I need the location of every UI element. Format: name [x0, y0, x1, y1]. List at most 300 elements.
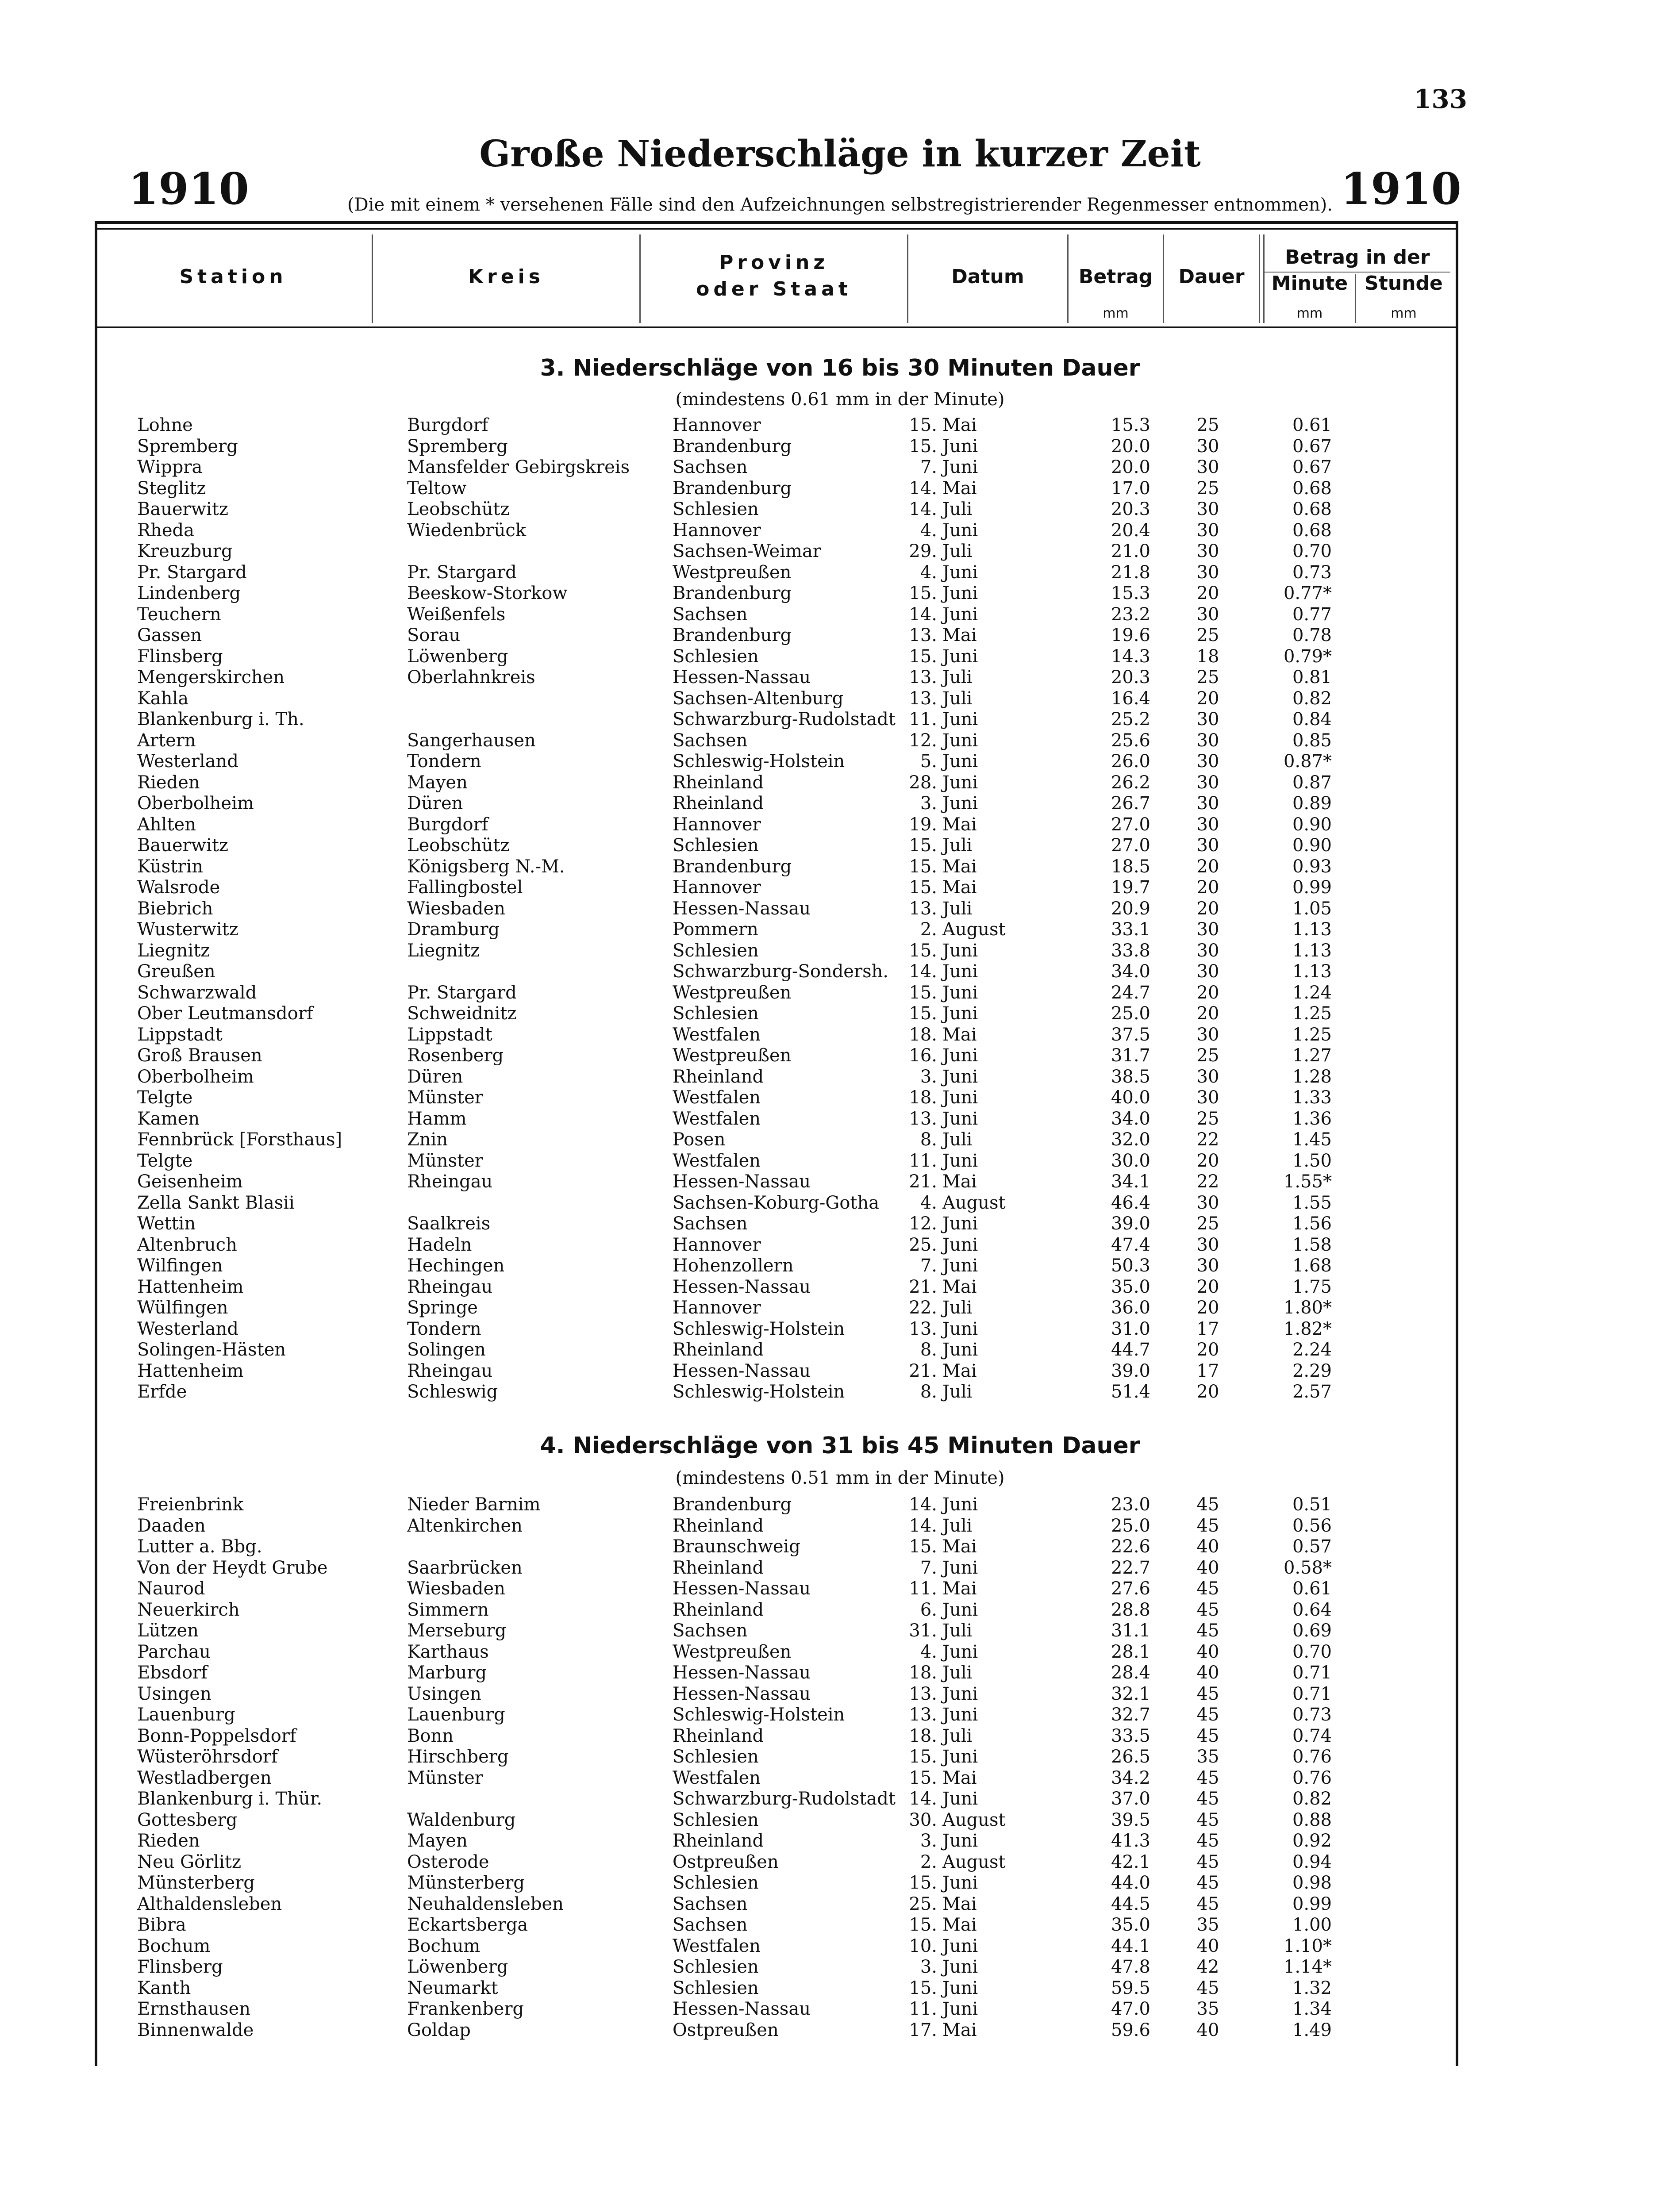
- datum-day: 15.: [909, 646, 937, 667]
- kreis-cell: Sangerhausen: [407, 730, 536, 751]
- provinz-cell: Sachsen: [673, 1214, 748, 1234]
- header-station: Station: [179, 265, 287, 288]
- dauer-cell: 40: [1196, 1557, 1219, 1578]
- provinz-cell: Brandenburg: [673, 625, 792, 645]
- betrag-cell: 47.0: [1111, 1999, 1150, 2019]
- betrag-cell: 14.3: [1111, 646, 1150, 667]
- header-betrag-in-der: Betrag in der: [1285, 246, 1430, 269]
- betrag-cell: 23.2: [1111, 604, 1150, 625]
- station-cell: Binnenwalde: [137, 2020, 254, 2040]
- provinz-cell: Schlesien: [673, 835, 759, 856]
- datum-day: 15.: [909, 1915, 937, 1935]
- provinz-cell: Westpreußen: [673, 1045, 792, 1066]
- datum-cell: [906, 1726, 1048, 1747]
- table-row: [0, 793, 1680, 814]
- kreis-cell: Bonn: [407, 1725, 454, 1746]
- minute-cell: 0.67: [1292, 436, 1332, 457]
- station-cell: Rheda: [137, 520, 195, 541]
- station-cell: Bibra: [137, 1915, 186, 1935]
- table-row: [0, 1256, 1680, 1277]
- datum-cell: [906, 1999, 1048, 2020]
- datum-month: Juni: [942, 772, 978, 793]
- minute-cell: 0.69: [1292, 1621, 1332, 1641]
- table-row: [0, 2020, 1680, 2041]
- minute-cell: 0.58*: [1283, 1557, 1332, 1578]
- minute-cell: 1.58: [1292, 1234, 1332, 1255]
- provinz-cell: Schleswig-Holstein: [673, 751, 845, 772]
- year-right: 1910: [1341, 164, 1461, 215]
- betrag-cell: 42.1: [1111, 1851, 1150, 1872]
- betrag-cell: 36.0: [1111, 1298, 1150, 1318]
- datum-month: Juni: [942, 520, 978, 541]
- minute-cell: 1.80*: [1283, 1298, 1332, 1318]
- minute-cell: 1.33: [1292, 1087, 1332, 1108]
- datum-day: 21.: [909, 1171, 937, 1192]
- datum-day: 17.: [909, 2020, 937, 2040]
- datum-month: August: [942, 1809, 1006, 1830]
- betrag-cell: 21.0: [1111, 541, 1150, 561]
- betrag-cell: 33.8: [1111, 940, 1150, 961]
- datum-cell: [906, 1109, 1048, 1129]
- station-cell: Telgte: [137, 1087, 193, 1108]
- datum-month: Juni: [942, 793, 978, 814]
- minute-cell: 0.84: [1292, 709, 1332, 730]
- table-row: [0, 1516, 1680, 1537]
- dauer-cell: 20: [1196, 1298, 1219, 1318]
- datum-month: Juni: [942, 1557, 978, 1578]
- station-cell: Münsterberg: [137, 1873, 255, 1893]
- kreis-cell: Tondern: [407, 1318, 481, 1339]
- dauer-cell: 20: [1196, 1276, 1219, 1297]
- betrag-cell: 27.0: [1111, 835, 1150, 856]
- datum-cell: [906, 730, 1048, 751]
- betrag-cell: 46.4: [1111, 1192, 1150, 1213]
- provinz-cell: Rheinland: [673, 1725, 764, 1746]
- datum-cell: [906, 1642, 1048, 1663]
- minute-cell: 1.28: [1292, 1066, 1332, 1087]
- betrag-cell: 17.0: [1111, 478, 1150, 499]
- kreis-cell: Saarbrücken: [407, 1557, 523, 1578]
- minute-cell: 0.70: [1292, 1641, 1332, 1662]
- minute-cell: 0.76: [1292, 1747, 1332, 1767]
- kreis-cell: Teltow: [407, 478, 467, 499]
- datum-cell: [906, 688, 1048, 709]
- datum-month: Juli: [942, 541, 973, 561]
- datum-cell: [906, 604, 1048, 625]
- kreis-cell: Mayen: [407, 772, 468, 793]
- datum-cell: [906, 562, 1048, 583]
- datum-day: 30.: [909, 1809, 937, 1830]
- table-row: [0, 919, 1680, 941]
- kreis-cell: Wiesbaden: [407, 1578, 505, 1599]
- datum-day: 2.: [920, 919, 937, 940]
- datum-cell: [906, 1129, 1048, 1150]
- kreis-cell: Osterode: [407, 1851, 489, 1872]
- provinz-cell: Sachsen: [673, 1621, 748, 1641]
- betrag-cell: 59.5: [1111, 1978, 1150, 1998]
- betrag-cell: 35.0: [1111, 1915, 1150, 1935]
- kreis-cell: Saalkreis: [407, 1214, 491, 1234]
- kreis-cell: Simmern: [407, 1599, 489, 1620]
- datum-month: Mai: [942, 2020, 977, 2040]
- minute-cell: 0.68: [1292, 499, 1332, 519]
- station-cell: Lippstadt: [137, 1024, 223, 1045]
- station-cell: Spremberg: [137, 436, 238, 457]
- datum-day: 15.: [909, 856, 937, 877]
- betrag-cell: 35.0: [1111, 1276, 1150, 1297]
- provinz-cell: Posen: [673, 1129, 726, 1150]
- dauer-cell: 25: [1196, 415, 1219, 435]
- minute-cell: 0.61: [1292, 415, 1332, 435]
- datum-cell: [906, 814, 1048, 835]
- dauer-cell: 45: [1196, 1494, 1219, 1515]
- station-cell: Flinsberg: [137, 646, 223, 667]
- kreis-cell: Rosenberg: [407, 1045, 504, 1066]
- kreis-cell: Merseburg: [407, 1621, 507, 1641]
- table-row: [0, 1621, 1680, 1642]
- datum-cell: [906, 919, 1048, 940]
- table-row: [0, 688, 1680, 710]
- datum-month: Juli: [942, 1129, 973, 1150]
- datum-month: Juli: [942, 898, 973, 919]
- dauer-cell: 30: [1196, 1256, 1219, 1276]
- table-row: [0, 499, 1680, 520]
- section-3-title: 3. Niederschläge von 16 bis 30 Minuten Dauer: [540, 355, 1140, 381]
- minute-cell: 0.92: [1292, 1831, 1332, 1851]
- datum-cell: [906, 1978, 1048, 1999]
- station-cell: Oberbolheim: [137, 793, 254, 814]
- datum-day: 31.: [909, 1621, 937, 1641]
- minute-cell: 0.78: [1292, 625, 1332, 645]
- kreis-cell: Marburg: [407, 1663, 487, 1683]
- kreis-cell: Münster: [407, 1767, 483, 1788]
- station-cell: Biebrich: [137, 898, 213, 919]
- table-row: [0, 1852, 1680, 1873]
- kreis-cell: Löwenberg: [407, 646, 508, 667]
- kreis-cell: Mayen: [407, 1831, 468, 1851]
- dauer-cell: 17: [1196, 1360, 1219, 1381]
- betrag-cell: 22.7: [1111, 1557, 1150, 1578]
- table-row: [0, 772, 1680, 794]
- provinz-cell: Hannover: [673, 814, 761, 835]
- table-row: [0, 667, 1680, 688]
- kreis-cell: Tondern: [407, 751, 481, 772]
- station-cell: Lindenberg: [137, 583, 241, 603]
- datum-day: 15.: [909, 940, 937, 961]
- minute-cell: 1.49: [1292, 2020, 1332, 2040]
- kreis-cell: Nieder Barnim: [407, 1494, 541, 1515]
- station-cell: Mengerskirchen: [137, 667, 285, 687]
- betrag-cell: 18.5: [1111, 856, 1150, 877]
- dauer-cell: 30: [1196, 940, 1219, 961]
- provinz-cell: Schlesien: [673, 1003, 759, 1024]
- table-row: [0, 541, 1680, 562]
- provinz-cell: Westfalen: [673, 1936, 761, 1956]
- station-cell: Solingen-Hästen: [137, 1340, 286, 1360]
- minute-cell: 0.71: [1292, 1663, 1332, 1683]
- table-row: [0, 1214, 1680, 1235]
- minute-cell: 1.05: [1292, 898, 1332, 919]
- kreis-cell: Neumarkt: [407, 1978, 498, 1998]
- dauer-cell: 45: [1196, 1809, 1219, 1830]
- dauer-cell: 30: [1196, 1192, 1219, 1213]
- betrag-cell: 25.0: [1111, 1515, 1150, 1536]
- dauer-cell: 17: [1196, 1318, 1219, 1339]
- table-row: [0, 1600, 1680, 1621]
- kreis-cell: Springe: [407, 1298, 478, 1318]
- datum-day: 14.: [909, 604, 937, 625]
- datum-day: 15.: [909, 835, 937, 856]
- dauer-cell: 30: [1196, 1234, 1219, 1255]
- datum-day: 14.: [909, 499, 937, 519]
- datum-month: Juni: [942, 1747, 978, 1767]
- datum-cell: [906, 961, 1048, 982]
- datum-day: 22.: [909, 1298, 937, 1318]
- provinz-cell: Hessen-Nassau: [673, 1276, 811, 1297]
- dauer-cell: 45: [1196, 1578, 1219, 1599]
- station-cell: Usingen: [137, 1683, 211, 1704]
- betrag-cell: 27.0: [1111, 814, 1150, 835]
- dauer-cell: 25: [1196, 478, 1219, 499]
- header-betrag: Betrag: [1078, 265, 1153, 288]
- table-row: [0, 1936, 1680, 1957]
- minute-cell: 1.34: [1292, 1999, 1332, 2019]
- title-note: (Die mit einem * versehenen Fälle sind den Aufzeichnungen selbstregistrierender Regenmesser entnommen).: [347, 195, 1333, 215]
- kreis-cell: Neuhaldensleben: [407, 1893, 564, 1914]
- station-cell: Hattenheim: [137, 1276, 244, 1297]
- dauer-cell: 30: [1196, 919, 1219, 940]
- betrag-cell: 25.2: [1111, 709, 1150, 730]
- datum-month: Juni: [942, 709, 978, 730]
- dauer-cell: 25: [1196, 667, 1219, 687]
- datum-day: 15.: [909, 415, 937, 435]
- datum-day: 13.: [909, 1318, 937, 1339]
- datum-month: Juni: [942, 1494, 978, 1515]
- minute-cell: 1.75: [1292, 1276, 1332, 1297]
- datum-cell: [906, 856, 1048, 877]
- minute-cell: 0.70: [1292, 541, 1332, 561]
- datum-day: 25.: [909, 1234, 937, 1255]
- kreis-cell: Fallingbostel: [407, 877, 523, 898]
- datum-day: 13.: [909, 1108, 937, 1129]
- station-cell: Liegnitz: [137, 940, 210, 961]
- station-cell: Schwarzwald: [137, 982, 257, 1003]
- datum-month: Juni: [942, 1340, 978, 1360]
- kreis-cell: Weißenfels: [407, 604, 506, 625]
- datum-day: 15.: [909, 1978, 937, 1998]
- minute-cell: 0.71: [1292, 1683, 1332, 1704]
- kreis-cell: Sorau: [407, 625, 461, 645]
- kreis-cell: Hamm: [407, 1108, 467, 1129]
- table-row: [0, 1129, 1680, 1151]
- dauer-cell: 45: [1196, 1789, 1219, 1809]
- provinz-cell: Hohenzollern: [673, 1256, 794, 1276]
- provinz-cell: Schwarzburg-Sondersh.: [673, 961, 889, 982]
- datum-month: Juni: [942, 1234, 978, 1255]
- datum-day: 7.: [920, 457, 937, 477]
- datum-cell: [906, 625, 1048, 646]
- datum-day: 15.: [909, 1767, 937, 1788]
- provinz-cell: Westfalen: [673, 1150, 761, 1171]
- datum-month: Juni: [942, 457, 978, 477]
- datum-month: Mai: [942, 1024, 977, 1045]
- kreis-cell: Hechingen: [407, 1256, 505, 1276]
- minute-cell: 1.27: [1292, 1045, 1332, 1066]
- datum-day: 3.: [920, 1066, 937, 1087]
- datum-day: 15.: [909, 1536, 937, 1557]
- datum-cell: [906, 1852, 1048, 1873]
- datum-month: Juni: [942, 1978, 978, 1998]
- minute-cell: 0.90: [1292, 814, 1332, 835]
- minute-cell: 1.50: [1292, 1150, 1332, 1171]
- table-row: [0, 1915, 1680, 1936]
- provinz-cell: Brandenburg: [673, 1494, 792, 1515]
- betrag-cell: 51.4: [1111, 1382, 1150, 1402]
- minute-cell: 0.56: [1292, 1515, 1332, 1536]
- kreis-cell: Dramburg: [407, 919, 500, 940]
- dauer-cell: 22: [1196, 1171, 1219, 1192]
- table-row: [0, 604, 1680, 626]
- kreis-cell: Eckartsberga: [407, 1915, 528, 1935]
- betrag-cell: 15.3: [1111, 415, 1150, 435]
- datum-cell: [906, 1915, 1048, 1936]
- minute-cell: 0.88: [1292, 1809, 1332, 1830]
- table-row: [0, 1235, 1680, 1256]
- header-stunde: Stunde: [1365, 272, 1443, 295]
- datum-cell: [906, 1578, 1048, 1599]
- datum-cell: [906, 1516, 1048, 1536]
- minute-cell: 0.51: [1292, 1494, 1332, 1515]
- minute-cell: 2.57: [1292, 1382, 1332, 1402]
- datum-month: Mai: [942, 814, 977, 835]
- table-row: [0, 1045, 1680, 1067]
- dauer-cell: 45: [1196, 1851, 1219, 1872]
- table-row: [0, 1382, 1680, 1403]
- dauer-cell: 30: [1196, 520, 1219, 541]
- provinz-cell: Ostpreußen: [673, 1851, 779, 1872]
- datum-cell: [906, 1235, 1048, 1256]
- provinz-cell: Brandenburg: [673, 856, 792, 877]
- provinz-cell: Schlesien: [673, 1957, 759, 1977]
- minute-cell: 1.00: [1292, 1915, 1332, 1935]
- station-cell: Altenbruch: [137, 1234, 237, 1255]
- betrag-cell: 34.0: [1111, 961, 1150, 982]
- station-cell: Flinsberg: [137, 1957, 223, 1977]
- header-minute-unit: mm: [1296, 306, 1323, 321]
- station-cell: Westerland: [137, 751, 238, 772]
- dauer-cell: 20: [1196, 982, 1219, 1003]
- datum-month: Juli: [942, 688, 973, 709]
- dauer-cell: 30: [1196, 793, 1219, 814]
- datum-day: 25.: [909, 1893, 937, 1914]
- minute-cell: 1.13: [1292, 940, 1332, 961]
- station-cell: Artern: [137, 730, 196, 751]
- datum-cell: [906, 709, 1048, 730]
- datum-month: Juli: [942, 1621, 973, 1641]
- datum-cell: [906, 1768, 1048, 1789]
- dauer-cell: 45: [1196, 1893, 1219, 1914]
- section-3-table: [0, 415, 1680, 1403]
- datum-day: 28.: [909, 772, 937, 793]
- datum-cell: [906, 1558, 1048, 1578]
- table-row: [0, 1003, 1680, 1025]
- datum-cell: [906, 1193, 1048, 1214]
- datum-month: Juli: [942, 1663, 973, 1683]
- table-row: [0, 1536, 1680, 1558]
- kreis-cell: Hadeln: [407, 1234, 472, 1255]
- datum-day: 15.: [909, 1747, 937, 1767]
- table-row: [0, 1726, 1680, 1747]
- kreis-cell: Münster: [407, 1150, 483, 1171]
- header-betrag-unit: mm: [1103, 306, 1129, 321]
- betrag-cell: 20.3: [1111, 499, 1150, 519]
- datum-cell: [906, 1936, 1048, 1957]
- section-3-subtitle: (mindestens 0.61 mm in der Minute): [675, 389, 1005, 410]
- kreis-cell: Leobschütz: [407, 835, 510, 856]
- station-cell: Rieden: [137, 1831, 200, 1851]
- datum-day: 18.: [909, 1087, 937, 1108]
- table-row: [0, 1684, 1680, 1705]
- provinz-cell: Schwarzburg-Rudolstadt: [673, 1789, 896, 1809]
- station-cell: Von der Heydt Grube: [137, 1557, 328, 1578]
- station-cell: Naurod: [137, 1578, 205, 1599]
- station-cell: Groß Brausen: [137, 1045, 262, 1066]
- provinz-cell: Westpreußen: [673, 1641, 792, 1662]
- datum-cell: [906, 1151, 1048, 1171]
- datum-day: 21.: [909, 1360, 937, 1381]
- provinz-cell: Rheinland: [673, 1066, 764, 1087]
- datum-month: Juli: [942, 835, 973, 856]
- minute-cell: 0.99: [1292, 1893, 1332, 1914]
- kreis-cell: Goldap: [407, 2020, 471, 2040]
- minute-cell: 1.14*: [1283, 1957, 1332, 1977]
- datum-day: 13.: [909, 1705, 937, 1725]
- datum-day: 15.: [909, 1873, 937, 1893]
- kreis-cell: Düren: [407, 793, 463, 814]
- dauer-cell: 35: [1196, 1999, 1219, 2019]
- table-row: [0, 1558, 1680, 1579]
- datum-day: 5.: [920, 751, 937, 772]
- datum-month: Juni: [942, 1108, 978, 1129]
- datum-cell: [906, 520, 1048, 541]
- datum-cell: [906, 1600, 1048, 1621]
- kreis-cell: Beeskow-Storkow: [407, 583, 568, 603]
- kreis-cell: Pr. Stargard: [407, 562, 517, 583]
- betrag-cell: 26.0: [1111, 751, 1150, 772]
- minute-cell: 1.82*: [1283, 1318, 1332, 1339]
- datum-month: Mai: [942, 1767, 977, 1788]
- betrag-cell: 23.0: [1111, 1494, 1150, 1515]
- datum-cell: [906, 1171, 1048, 1192]
- station-cell: Westerland: [137, 1318, 238, 1339]
- minute-cell: 0.93: [1292, 856, 1332, 877]
- table-top-rule-thin: [95, 228, 1456, 230]
- datum-month: Juni: [942, 1831, 978, 1851]
- station-cell: Neuerkirch: [137, 1599, 240, 1620]
- datum-month: Mai: [942, 1536, 977, 1557]
- station-cell: Ernsthausen: [137, 1999, 251, 2019]
- kreis-cell: Bochum: [407, 1936, 481, 1956]
- datum-cell: [906, 1298, 1048, 1318]
- provinz-cell: Rheinland: [673, 1599, 764, 1620]
- dauer-cell: 20: [1196, 877, 1219, 898]
- datum-day: 18.: [909, 1663, 937, 1683]
- datum-month: Juni: [942, 1045, 978, 1066]
- kreis-cell: Wiedenbrück: [407, 520, 527, 541]
- kreis-cell: Rheingau: [407, 1360, 493, 1381]
- station-cell: Blankenburg i. Thür.: [137, 1789, 323, 1809]
- table-row: [0, 1999, 1680, 2020]
